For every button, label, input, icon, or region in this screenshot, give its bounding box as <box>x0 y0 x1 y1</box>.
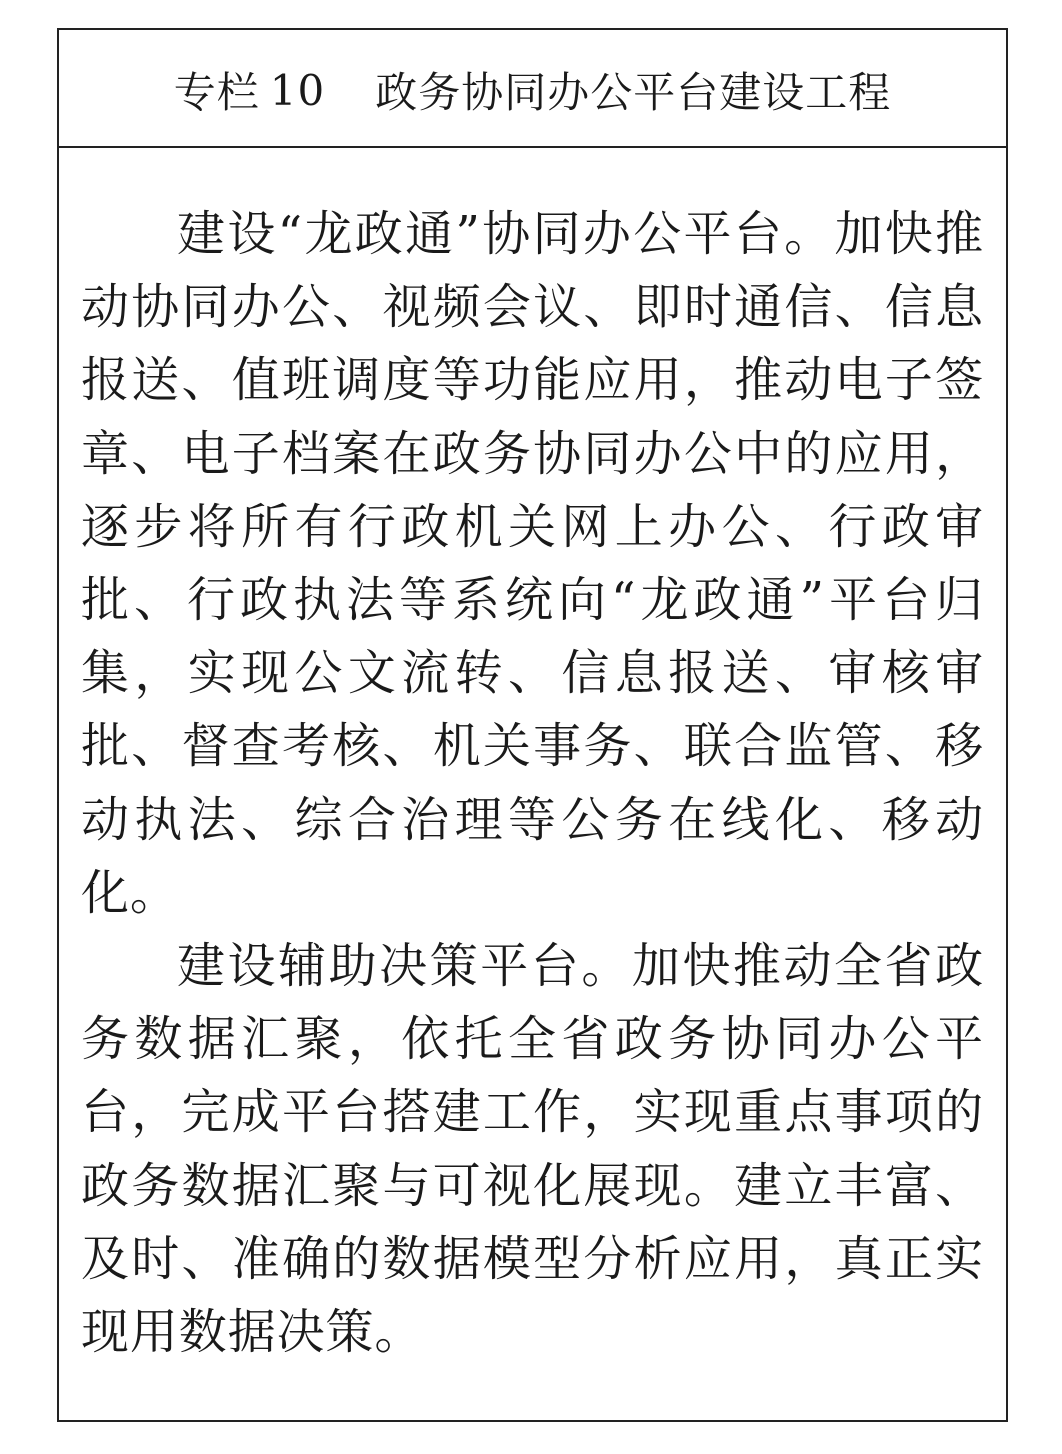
column-body <box>59 148 1006 1369</box>
paragraph-decision-support: 建设辅助决策平台。加快推动全省政务数据汇聚，依托全省政务协同办公平台，完成平台搭建工作，实现重点事项的政务数据汇聚与可视化展现。建立丰富、及时、准确的数据模型分析应用，真正实现用数据决策。 <box>81 938 984 1361</box>
column-heading: 政务协同办公平台建设工程 <box>375 68 892 117</box>
column-label: 专栏 <box>173 68 260 117</box>
column-title <box>59 30 1006 148</box>
paragraph-collaborative-office: 建设“龙政通”协同办公平台。加快推动协同办公、视频会议、即时通信、信息报送、值班调度等功能应用，推动电子签章、电子档案在政务协同办公中的应用，逐步将所有行政机关网上办公、行政审批、行政执法等系统向“龙政通”平台归集，实现公文流转、信息报送、审核审批、督查考核、机关事务、联合监管、移动执法、综合治理等公务在线化、移动化。 <box>81 206 984 921</box>
column-number: 10 <box>269 65 326 115</box>
column-box <box>57 28 1008 1422</box>
